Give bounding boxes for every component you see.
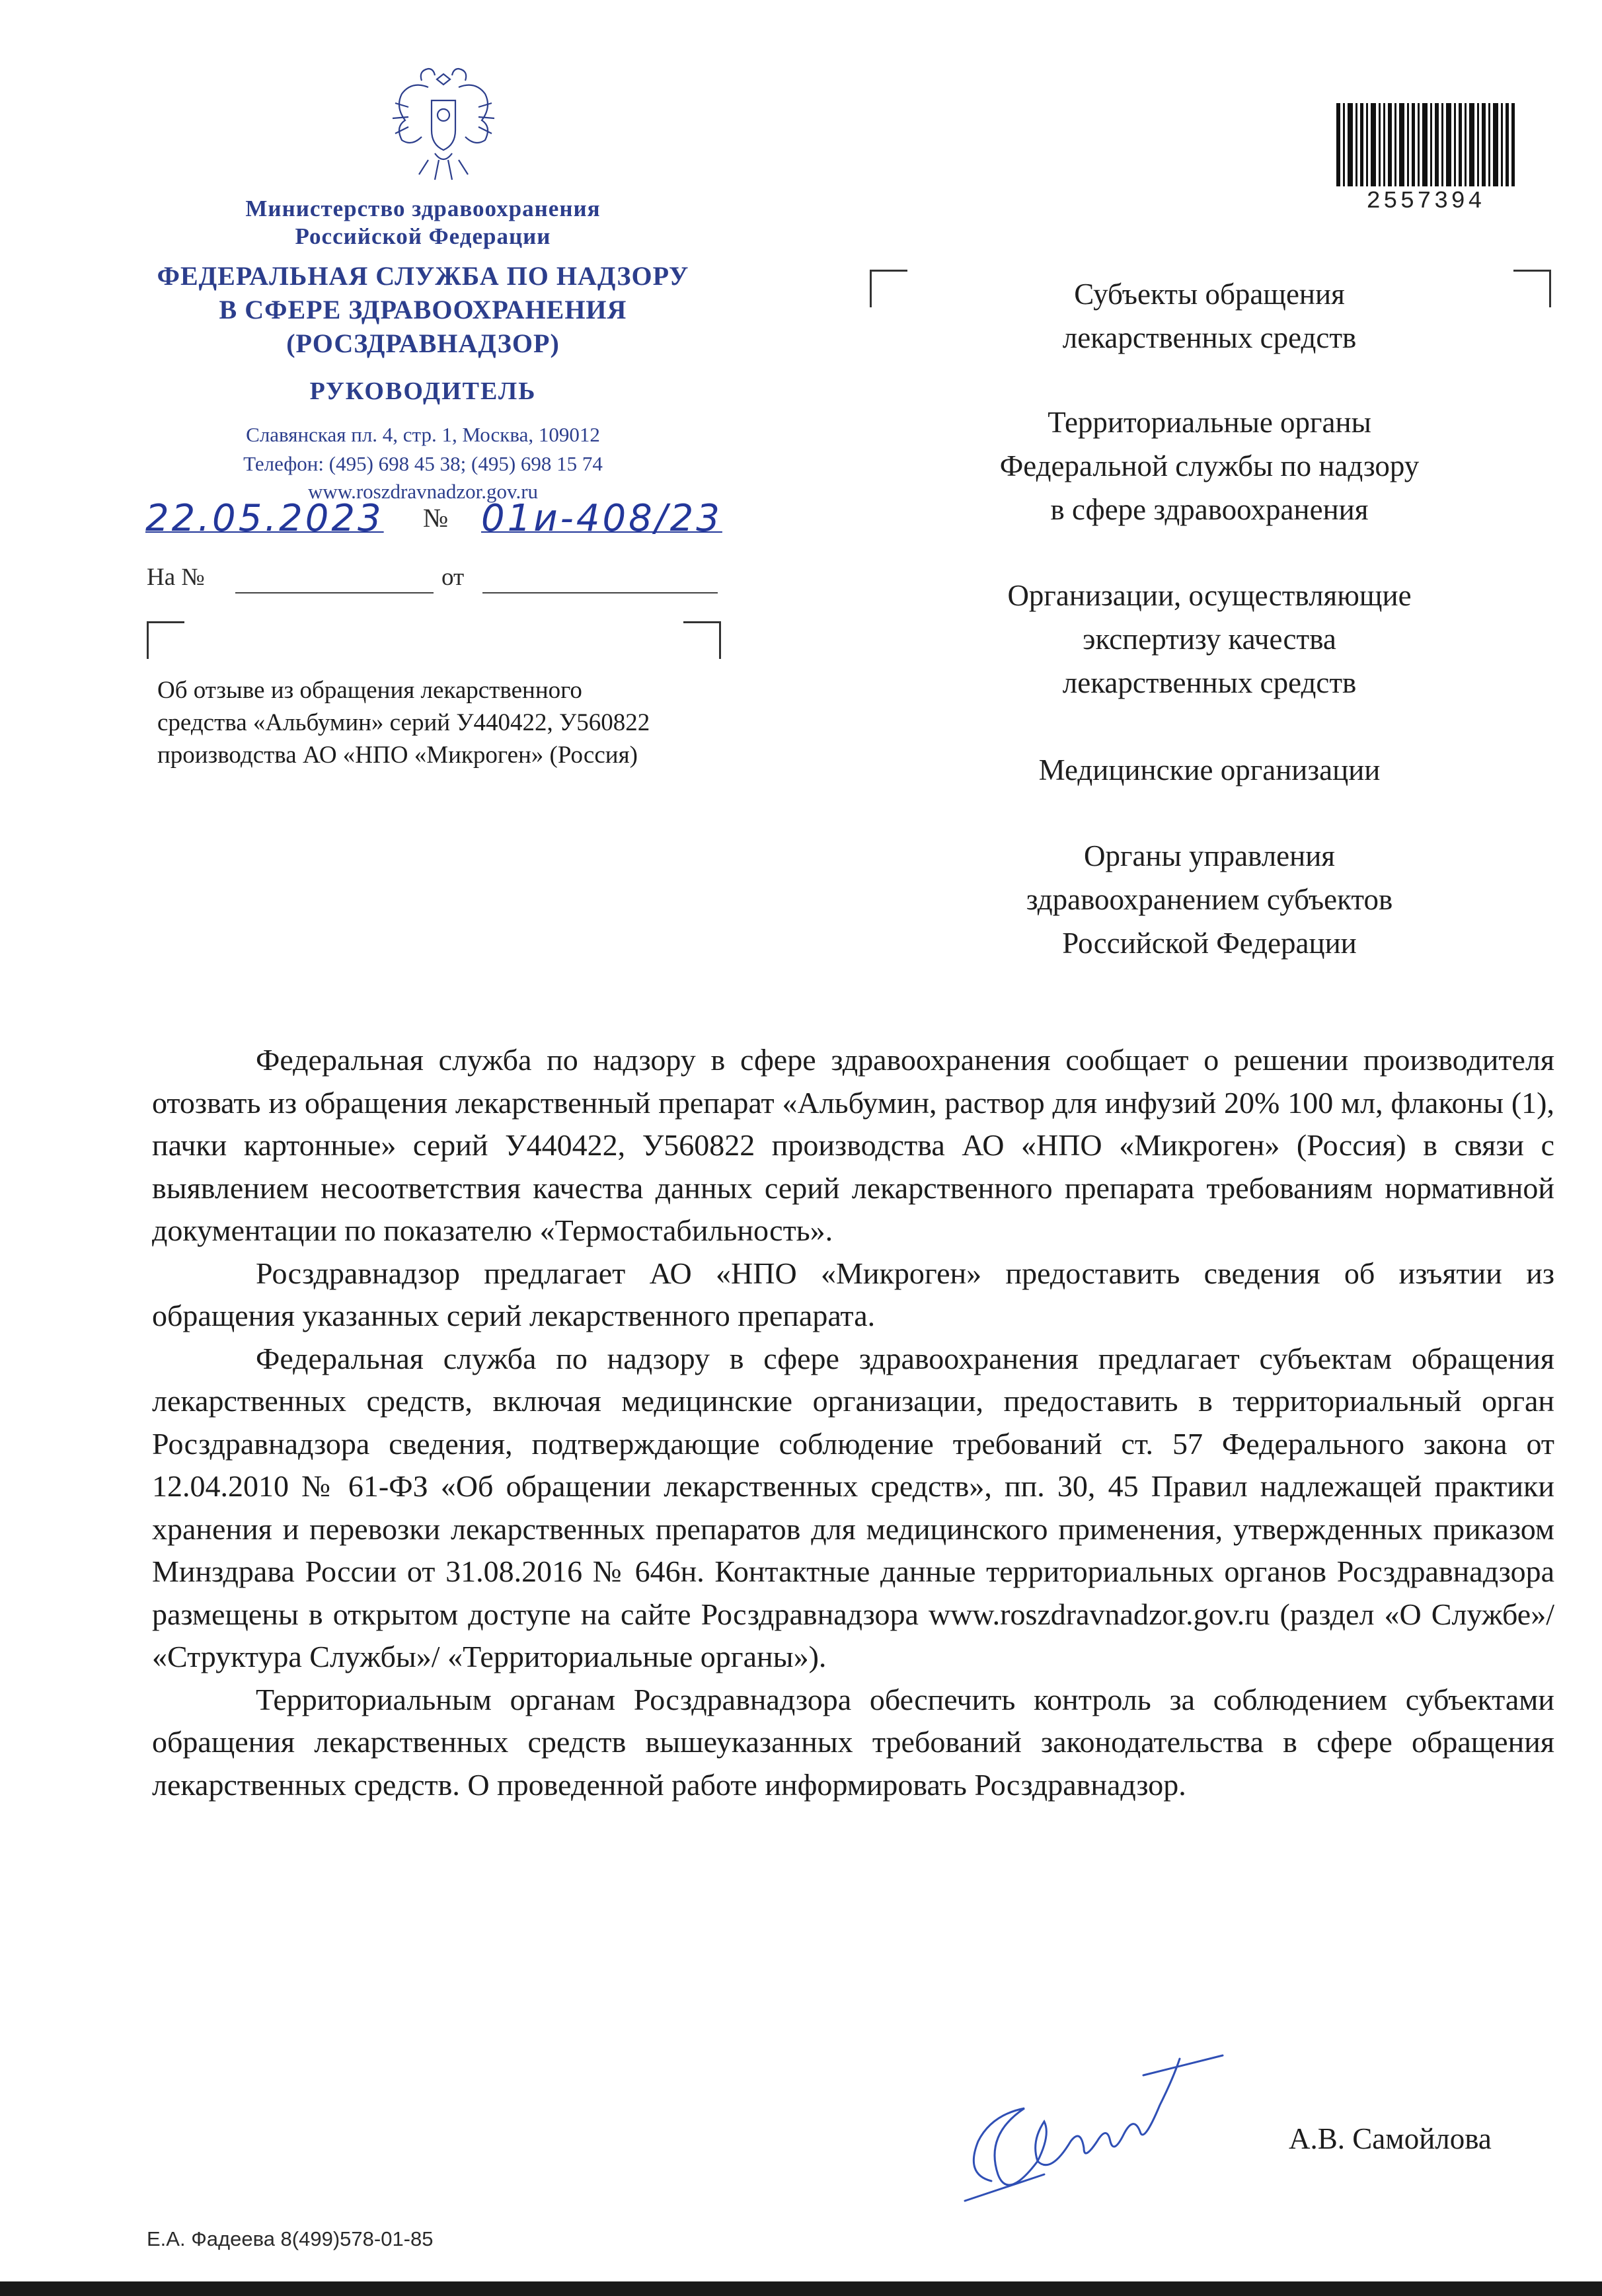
recipient-block (899, 272, 1520, 360)
coat-of-arms-icon (382, 61, 505, 193)
number-sign: № (423, 503, 449, 533)
reference-date-line (482, 592, 718, 593)
recipient-line: Федеральной службы по надзору (999, 449, 1420, 482)
agency-name (126, 259, 720, 360)
executor-contact: Е.А. Фадеева 8(499)578-01-85 (147, 2227, 434, 2250)
recipient-block (899, 574, 1520, 705)
body-paragraph: Федеральная служба по надзору в сфере здравоохранения предлагает субъектам обращения лекарственных средств, включая медицинские организации, предоставить в территориальный орган Росздравнадзора сведения, подтверждающие соблюдение требований ст. 57 Федерального закона от 12.04.2010 № 61-ФЗ «Об обращении лекарственных средств», пп. 30, 45 Правил надлежащей практики хранения и перевозки лекарственных препаратов для медицинского применения, утвержденных приказом Минздрава России от 31.08.2016 № 646н. Контактные данные территориальных органов Росздравнадзора размещены в открытом доступе на сайте Росздравнадзора www.roszdravnadzor.gov.ru (раздел «О Службе»/ «Структура Службы»/ «Территориальные органы»). (152, 1341, 1554, 1673)
recipient-block (899, 748, 1520, 792)
scan-edge (0, 2281, 1602, 2296)
agency-address: Славянская пл. 4, стр. 1, Москва, 109012 (246, 423, 600, 446)
body-paragraph: Территориальным органам Росздравнадзора обеспечить контроль за соблюдением субъектами обращения лекарственных средств вышеуказанных требований законодательства в сфере обращения лекарственных средств. О проведенной работе информировать Росздравнадзор. (152, 1682, 1554, 1802)
recipient-line: Органы управления (1084, 839, 1335, 872)
recipient-line: Организации, осуществляющие (1007, 579, 1412, 612)
recipient-line: лекарственных средств (1062, 666, 1357, 699)
recipient-line: экспертизу качества (1083, 623, 1336, 656)
body-paragraph: Росздравнадзор предлагает АО «НПО «Микроген» предоставить сведения об изъятии из обращения указанных серий лекарственного препарата. (152, 1256, 1554, 1332)
recipient-line: здравоохранением субъектов (1026, 883, 1393, 916)
reference-from-label: от (441, 564, 465, 591)
ministry-name-line1: Министерство здравоохранения (245, 196, 601, 221)
recipient-line: Медицинские организации (1038, 753, 1381, 786)
subject-line1: Об отзыве из обращения лекарственного (157, 677, 582, 704)
letter-subject (157, 674, 818, 771)
recipient-line: в сфере здравоохранения (1050, 493, 1369, 526)
registration-number: 01и-408/23 (481, 497, 722, 540)
subject-line2: средства «Альбумин» серий У440422, У560822 (157, 709, 650, 736)
reference-number-line (235, 592, 434, 593)
agency-phone: Телефон: (495) 698 45 38; (495) 698 15 74 (243, 452, 603, 475)
subject-bracket-right (683, 621, 721, 659)
signer-name: А.В. Самойлова (1289, 2122, 1492, 2155)
recipient-line: лекарственных средств (1062, 321, 1357, 354)
reference-label: На № (147, 564, 205, 591)
subject-bracket-left (147, 621, 184, 659)
registration-date: 22.05.2023 (145, 497, 384, 540)
ministry-name-line2: Российской Федерации (295, 223, 551, 249)
subject-line3: производства АО «НПО «Микроген» (Россия) (157, 742, 638, 769)
agency-name-line2: В СФЕРЕ ЗДРАВООХРАНЕНИЯ (219, 295, 627, 325)
barcode (1336, 103, 1515, 186)
letter-body (152, 1039, 1554, 1806)
recipient-line: Территориальные органы (1048, 406, 1371, 439)
recipient-block (899, 401, 1520, 531)
recipient-block (899, 834, 1520, 965)
head-title: РУКОВОДИТЕЛЬ (309, 377, 537, 405)
barcode-number: 2557394 (1366, 188, 1485, 215)
handwritten-signature (945, 2049, 1302, 2214)
body-paragraph: Федеральная служба по надзору в сфере здравоохранения сообщает о решении производителя отозвать из обращения лекарственный препарат «Альбумин, раствор для инфузий 20% 100 мл, флаконы (1), пачки картонные» серий У440422, У560822 производства АО «НПО «Микроген» (Россия) в связи с выявлением несоответствия качества данных серий лекарственного препарата требованиям нормативной документации по показателю «Термостабильность». (152, 1043, 1554, 1247)
recipient-line: Российской Федерации (1062, 927, 1357, 960)
recipient-line: Субъекты обращения (1074, 278, 1345, 311)
agency-name-line3: (РОСЗДРАВНАДЗОР) (286, 328, 560, 358)
agency-name-line1: ФЕДЕРАЛЬНАЯ СЛУЖБА ПО НАДЗОРУ (157, 261, 689, 291)
agency-website: www.roszdravnadzor.gov.ru (307, 480, 539, 503)
